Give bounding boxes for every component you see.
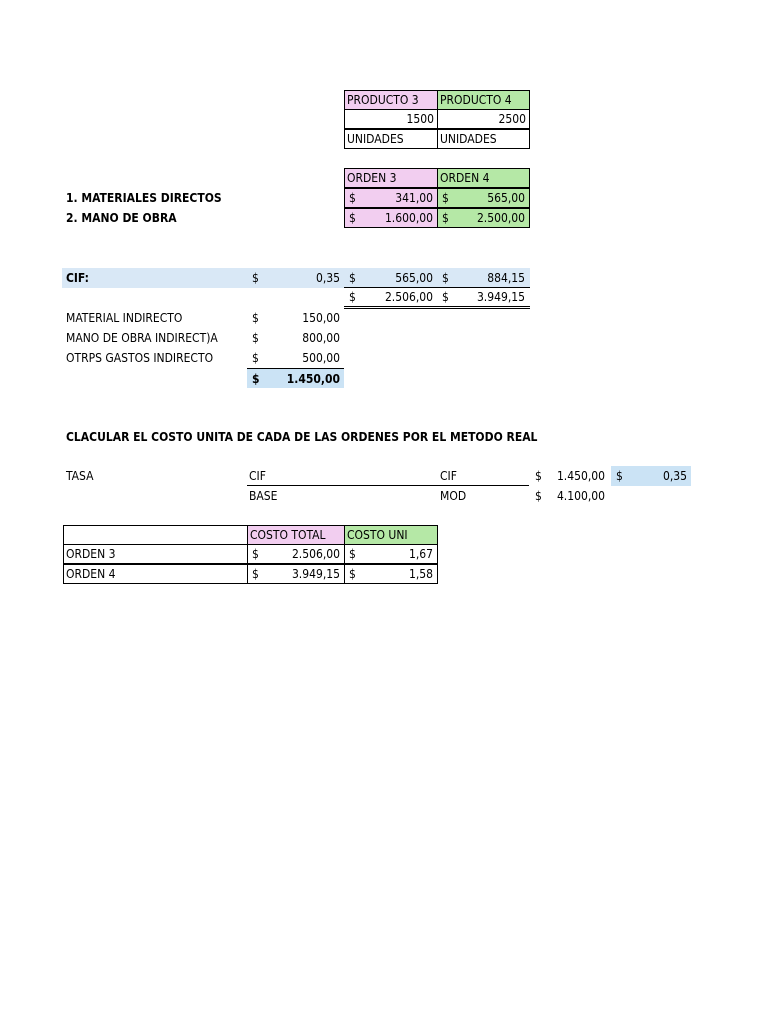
- currency-sign: $: [349, 567, 356, 581]
- mano-o4-cell: [437, 208, 530, 228]
- tasa-den-sign: $: [535, 489, 542, 503]
- indirect-sign: $: [252, 311, 259, 325]
- summary-row-uni: [344, 544, 438, 564]
- indirect-label: MANO DE OBRA INDIRECT)A: [66, 331, 218, 345]
- indirect-label: OTRPS GASTOS INDIRECTO: [66, 351, 214, 365]
- currency-sign: $: [349, 191, 356, 205]
- tasa-num-sign: $: [535, 469, 542, 483]
- indirect-total-cell: [247, 368, 344, 388]
- mano-de-obra-label: 2. MANO DE OBRA: [66, 211, 177, 225]
- total-o3-value: 2.506,00: [384, 290, 433, 304]
- materiales-o4-value: 565,00: [487, 191, 525, 205]
- summary-uni-value: 1,58: [408, 567, 433, 581]
- materiales-o3-value: 341,00: [395, 191, 433, 205]
- summary-uni-value: 1,67: [408, 547, 433, 561]
- tasa-result-sign: $: [616, 469, 623, 483]
- currency-sign: $: [252, 567, 259, 581]
- cif-o4-sign: $: [442, 271, 449, 285]
- currency-sign: $: [442, 211, 449, 225]
- summary-col-total: COSTO TOTAL: [247, 525, 345, 545]
- order-4-header: ORDEN 4: [437, 168, 530, 188]
- summary-row-total: [247, 544, 345, 564]
- currency-sign: $: [349, 547, 356, 561]
- product-3-header: PRODUCTO 3: [344, 90, 438, 110]
- product-4-qty: 2500: [437, 109, 530, 129]
- section-heading: CLACULAR EL COSTO UNITA DE CADA DE LAS ORDENES POR EL METODO REAL: [66, 430, 538, 444]
- tasa-den-value: 4.100,00: [556, 489, 605, 503]
- indirect-total-sign: $: [252, 372, 260, 386]
- materiales-o3-cell: [344, 188, 438, 208]
- mano-o4-value: 2.500,00: [476, 211, 525, 225]
- cif-label: CIF:: [66, 271, 89, 285]
- indirect-label: MATERIAL INDIRECTO: [66, 311, 183, 325]
- materiales-directos-label: 1. MATERIALES DIRECTOS: [66, 191, 222, 205]
- cif-o4-value: 884,15: [487, 271, 525, 285]
- tasa-result-cell: [611, 466, 691, 486]
- summary-total-value: 2.506,00: [291, 547, 340, 561]
- tasa-denominator-label: BASE: [249, 489, 278, 503]
- cif-o3-value: 565,00: [395, 271, 433, 285]
- summary-row-uni: [344, 564, 438, 584]
- mano-o3-cell: [344, 208, 438, 228]
- order-3-header: ORDEN 3: [344, 168, 438, 188]
- currency-sign: $: [252, 547, 259, 561]
- mano-o3-value: 1.600,00: [384, 211, 433, 225]
- product-4-unit: UNIDADES: [437, 129, 530, 149]
- tasa-fraction-line: [247, 485, 529, 486]
- totals-double-underline: [344, 306, 530, 309]
- summary-corner-cell: [63, 525, 248, 545]
- product-3-unit: UNIDADES: [344, 129, 438, 149]
- materiales-o4-cell: [437, 188, 530, 208]
- tasa-numerator-label-2: CIF: [440, 469, 457, 483]
- cif-rate-sign: $: [252, 271, 259, 285]
- summary-total-value: 3.949,15: [291, 567, 340, 581]
- indirect-sign: $: [252, 331, 259, 345]
- tasa-num-value: 1.450,00: [556, 469, 605, 483]
- tasa-label: TASA: [66, 469, 94, 483]
- summary-row-label: ORDEN 4: [63, 564, 248, 584]
- currency-sign: $: [349, 211, 356, 225]
- total-o3-sign: $: [349, 290, 356, 304]
- total-o4-sign: $: [442, 290, 449, 304]
- indirect-value: 800,00: [302, 331, 340, 345]
- summary-row-label: ORDEN 3: [63, 544, 248, 564]
- summary-col-uni: COSTO UNI: [344, 525, 438, 545]
- total-o4-value: 3.949,15: [476, 290, 525, 304]
- cif-o3-sign: $: [349, 271, 356, 285]
- currency-sign: $: [442, 191, 449, 205]
- indirect-total-value: 1.450,00: [286, 372, 340, 386]
- product-4-header: PRODUCTO 4: [437, 90, 530, 110]
- summary-row-total: [247, 564, 345, 584]
- tasa-result-value: 0,35: [662, 469, 687, 483]
- indirect-value: 500,00: [302, 351, 340, 365]
- tasa-denominator-label-2: MOD: [440, 489, 467, 503]
- indirect-sign: $: [252, 351, 259, 365]
- indirect-value: 150,00: [302, 311, 340, 325]
- tasa-numerator-label: CIF: [249, 469, 266, 483]
- product-3-qty: 1500: [344, 109, 438, 129]
- cif-rate-value: 0,35: [315, 271, 340, 285]
